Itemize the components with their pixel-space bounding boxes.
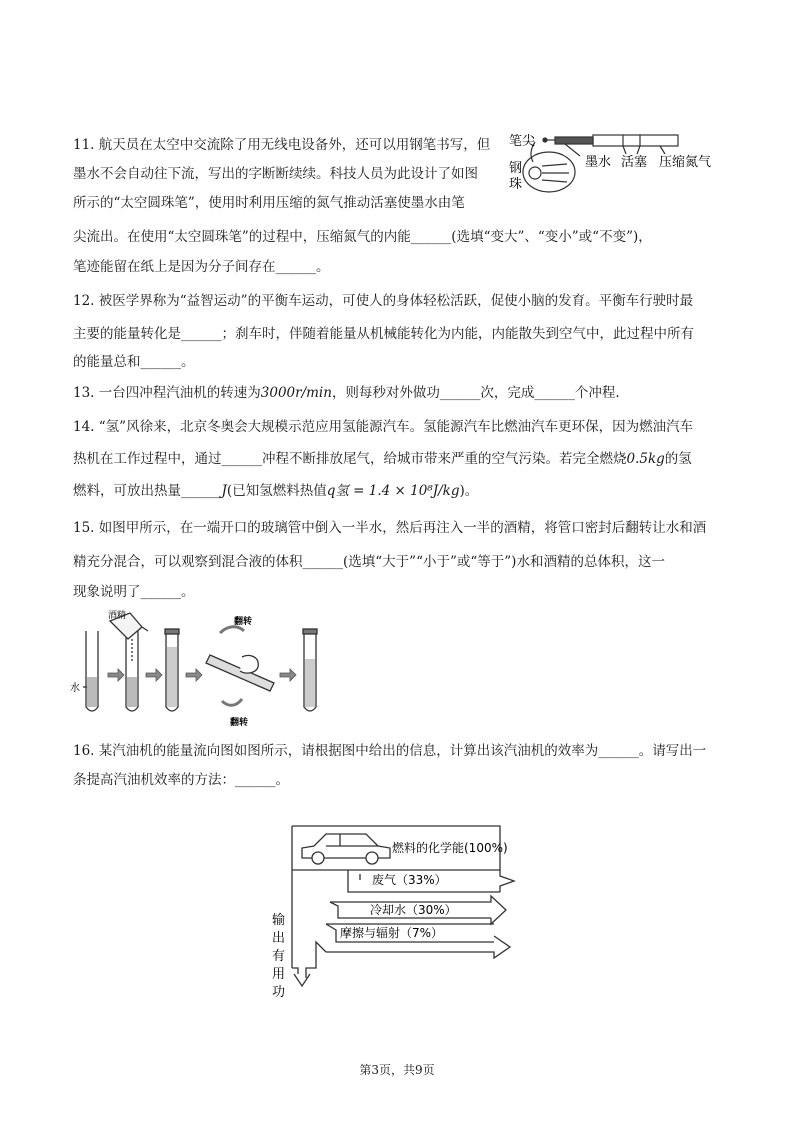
coolant-label: 冷却水（30%） [370,903,457,917]
output-char-2: 出 [272,931,286,946]
flip-label-bottom: 翻转 [230,718,249,728]
space-pen-figure [505,128,735,208]
output-char-4: 用 [272,967,286,982]
q14-formula: q氢 = 1.4 × 10⁸J/kg [326,483,460,499]
q16-line-2: 条提高汽油机效率的方法：______。 [73,772,289,788]
steel-ball-label-2: 珠 [509,177,523,192]
q13-text-b: ，则每秒对外做功______次，完成______个冲程. [331,385,620,401]
friction-label: 摩擦与辐射（7%） [340,926,444,940]
q15-line-1: 15. 如图甲所示，在一端开口的玻璃管中倒入一半水，然后再注入一半的酒精，将管口密封后翻转让水和酒 [73,520,707,536]
alcohol-label: 酒精 [108,611,127,621]
q13-line [73,384,620,402]
q14-mass: 0.5kg [626,451,665,467]
q14-line-1: 14. “氢”风徐来，北京冬奥会大规模示范应用氢能源汽车。氢能源汽车比燃油汽车更环保，因为燃油汽车 [73,419,694,435]
q14-line-2 [73,450,692,468]
q14-line-3-c: )。 [459,483,479,499]
piston-label: 活塞 [621,155,648,170]
q14-line-2-b: 的氢 [664,451,692,467]
compressed-nitrogen-label: 压缩氮气 [659,155,712,170]
q14-line-3-b: (已知氢燃料热值 [226,483,327,499]
output-char-3: 有 [272,949,286,964]
q12-line-2: 主要的能量转化是______；刹车时，伴随着能量从机械能转化为内能，内能散失到空气中，此过程中所有 [73,326,694,342]
water-label: 水 [70,683,80,694]
steel-ball-label-1: 钢 [509,161,523,176]
q13-speed: 3000r/min [260,385,332,401]
page-footer: 第3页，共9页 [359,1063,435,1077]
q11-line-2: 墨水不会自动往下流，写出的字断断续续。科技人员为此设计了如图 [73,166,478,182]
q11-line-1: 11. 航天员在太空中交流除了用无线电设备外，还可以用钢笔书写，但 [73,137,491,153]
q11-line-4: 尖流出。在使用“太空圆珠笔”的过程中，压缩氮气的内能______(选填“变大”、“变小”或“不变”)， [73,229,652,245]
flip-label-top: 翻转 [234,617,253,627]
output-char-5: 功 [272,985,286,1000]
energy-flow-figure [268,818,528,1003]
q13-text-a: 13. 一台四冲程汽油机的转速为 [73,385,261,401]
output-char-1: 输 [272,913,286,928]
q12-line-3: 的能量总和______。 [73,354,195,370]
pen-tip-label: 笔尖 [509,134,536,149]
q11-line-5: 笔迹能留在纸上是因为分子间存在______。 [73,259,330,275]
q12-line-1: 12. 被医学界称为“益智运动”的平衡车运动，可使人的身体轻松活跃，促使小脑的发育。平衡车行驶时最 [73,293,694,309]
ink-label: 墨水 [585,155,612,170]
q14-line-3-a: 燃料，可放出热量______ [73,483,222,499]
exhaust-label: 废气（33%） [372,873,447,887]
q16-line-1: 16. 某汽油机的能量流向图如图所示，请根据图中给出的信息，计算出该汽油机的效率为______。请写出一 [73,743,707,759]
q15-line-2: 精充分混合，可以观察到混合液的体积______(选填“大于”“小于”或“等于”)水和酒精的总体积，这一 [73,554,665,570]
q14-unit-j: J [221,483,227,499]
q11-line-3: 所示的“太空圆珠笔”，使用时利用压缩的氮气推动活塞使墨水由笔 [73,195,465,211]
q15-line-3: 现象说明了______。 [73,584,195,600]
tube-mixing-figure [70,607,330,732]
fuel-energy-label: 燃料的化学能(100%) [392,841,508,855]
q14-line-3 [73,482,478,500]
q14-line-2-a: 热机在工作过程中，通过______冲程不断排放尾气，给城市带来严重的空气污染。若完全燃烧 [73,451,627,467]
